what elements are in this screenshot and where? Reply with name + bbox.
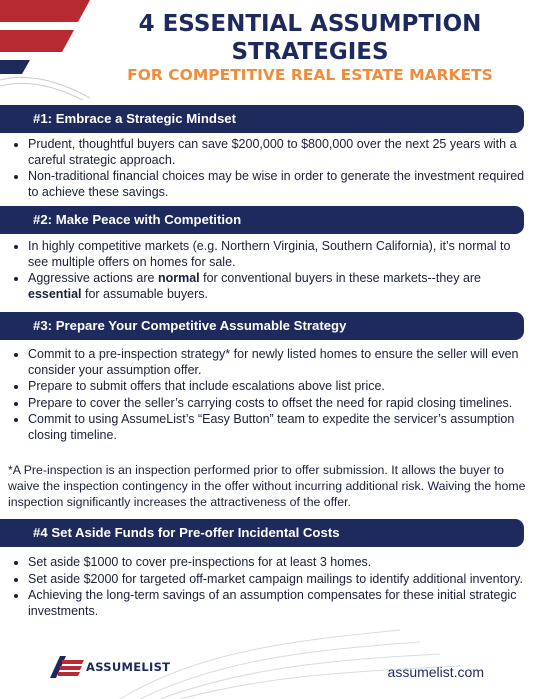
title-line-2: STRATEGIES	[231, 39, 389, 65]
list-item: • Non-traditional financial choices may be wise in order to generate the investment required to achieve these savings.	[28, 169, 530, 200]
page-subtitle: FOR COMPETITIVE REAL ESTATE MARKETS	[127, 66, 493, 84]
list-item: • Commit to using AssumeList’s “Easy Button” team to expedite the servicer’s assumption closing timeline.	[28, 412, 530, 443]
list-item	[28, 271, 530, 302]
section-3-heading: #3: Prepare Your Competitive Assumable Strategy	[0, 312, 524, 340]
decorative-stripes	[0, 0, 90, 100]
bold-text: essential	[28, 286, 82, 301]
list-item: • Set aside $2000 for targeted off-market campaign mailings to identify additional inventory.	[28, 572, 530, 588]
logo-text: ASSUMELIST	[86, 660, 171, 674]
pre-inspection-note: *A Pre-inspection is an inspection performed prior to offer submission. It allows the buyer to waive the inspection contingency in the offer without incurring additional risk. Waiving the home inspection significantly increases the attractiveness of the offer.	[8, 463, 526, 509]
section-4-list	[14, 555, 530, 620]
section-1-heading: #1: Embrace a Strategic Mindset	[0, 105, 524, 133]
website-url[interactable]: assumelist.com	[387, 664, 484, 680]
title-line-1: 4 ESSENTIAL ASSUMPTION	[138, 11, 482, 37]
list-item: • Prepare to cover the seller’s carrying costs to offset the need for rapid closing timelines.	[28, 396, 530, 412]
list-item: • Prudent, thoughtful buyers can save $200,000 to $800,000 over the next 25 years with a careful strategic approach.	[28, 137, 530, 168]
list-item: • Set aside $1000 to cover pre-inspections for at least 3 homes.	[28, 555, 530, 571]
text-run: for conventional buyers in these markets--they are	[199, 271, 482, 285]
bold-text: normal	[157, 271, 200, 285]
assumelist-logo	[50, 656, 170, 678]
section-2-heading: #2: Make Peace with Competition	[0, 206, 524, 234]
page-title	[80, 10, 540, 66]
logo-icon	[50, 656, 84, 678]
text-run: for assumable buyers.	[81, 286, 208, 301]
text-run: Aggressive actions are	[28, 271, 158, 285]
section-2-list	[14, 239, 530, 303]
section-4-heading: #4 Set Aside Funds for Pre-offer Incidental Costs	[0, 519, 524, 547]
list-item: • Commit to a pre-inspection strategy* for newly listed homes to ensure the seller will even consider your assumption offer.	[28, 347, 530, 378]
list-item: • In highly competitive markets (e.g. Northern Virginia, Southern California), it’s normal to see multiple offers on homes for sale.	[28, 239, 530, 270]
list-item: • Prepare to submit offers that include escalations above list price.	[28, 379, 530, 395]
section-3-list	[14, 347, 530, 444]
list-item: • Achieving the long-term savings of an assumption compensates for these initial strategic investments.	[28, 588, 530, 619]
section-1-list	[14, 137, 530, 201]
